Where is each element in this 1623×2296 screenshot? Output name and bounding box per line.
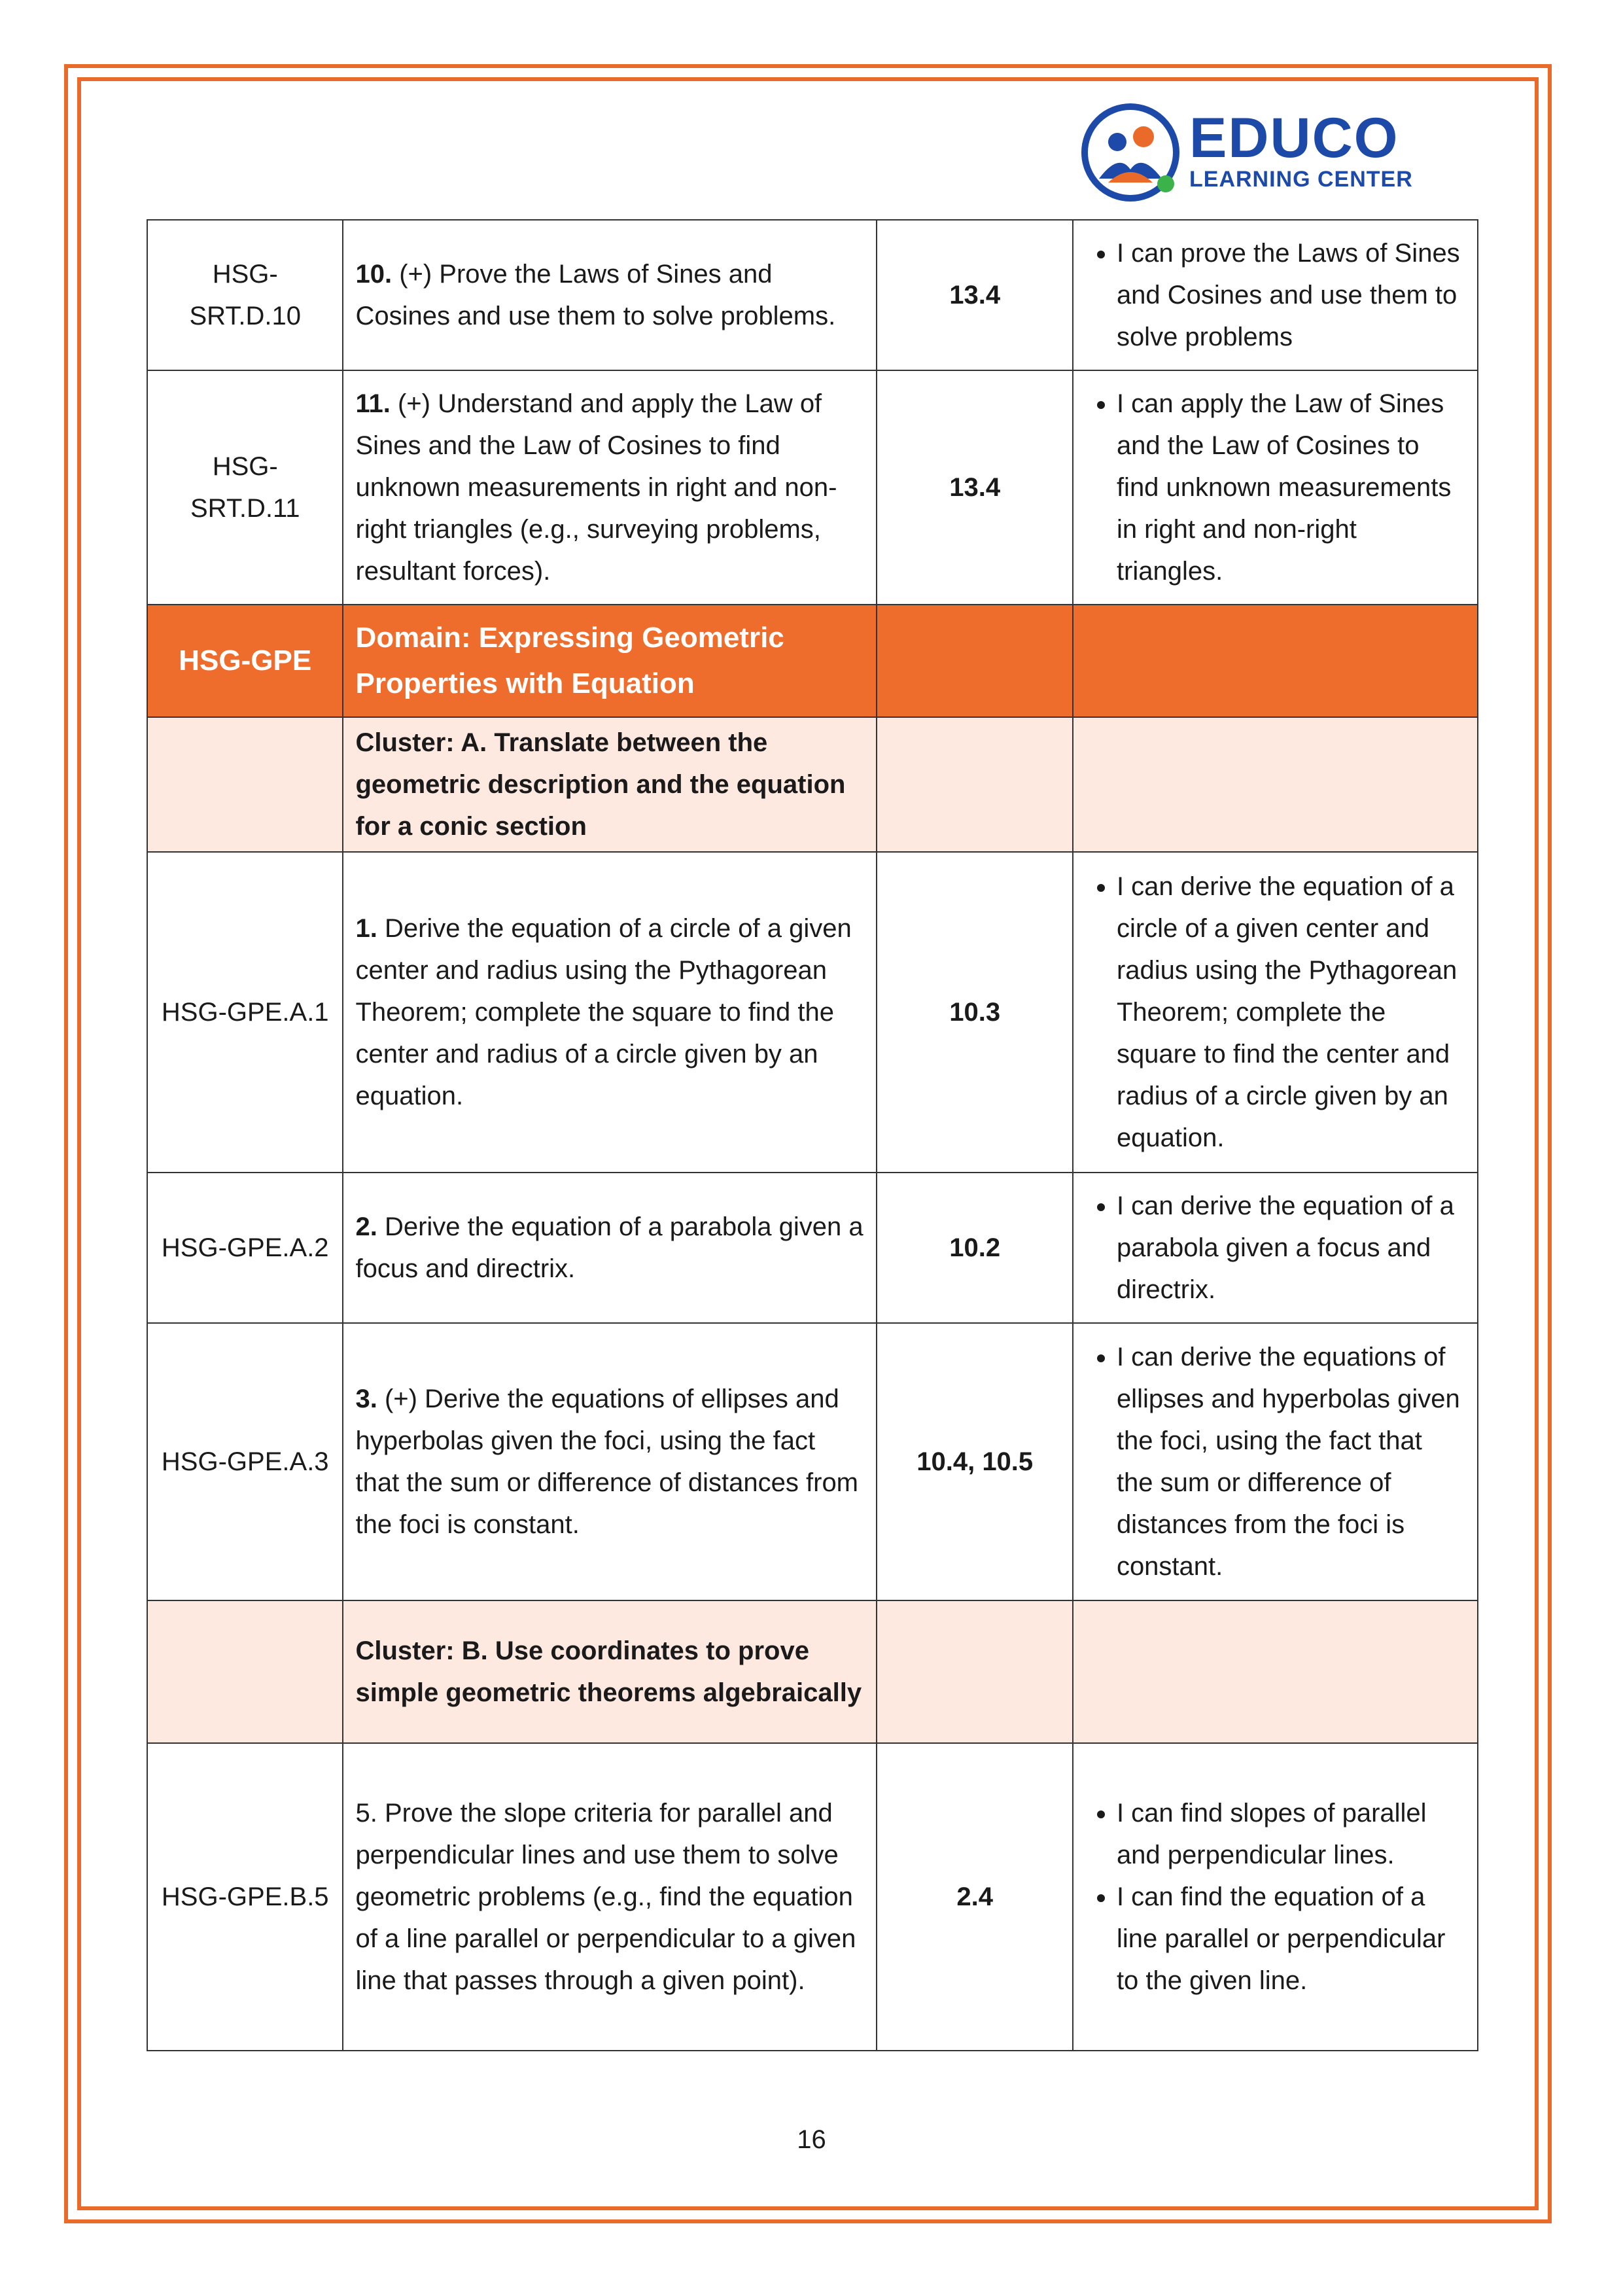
empty-cell — [1073, 1600, 1478, 1743]
table-row — [147, 220, 1478, 370]
cluster-title: Cluster: A. Translate between the geometric description and the equation for a conic section — [343, 717, 877, 852]
cluster-title: Cluster: B. Use coordinates to prove simple geometric theorems algebraically — [343, 1600, 877, 1743]
learning-goals — [1073, 220, 1478, 370]
goal-item: • I can derive the equation of a parabola given a focus and directrix. — [1117, 1185, 1465, 1311]
table-row — [147, 1173, 1478, 1323]
standard-code: HSG-SRT.D.10 — [147, 220, 343, 370]
domain-code: HSG-GPE — [147, 605, 343, 717]
standard-description: 1. Derive the equation of a circle of a given center and radius using the Pythagorean Theorem; complete the square to find the center and radius of a circle given by an equation. — [343, 852, 877, 1173]
standard-description: 3. (+) Derive the equations of ellipses and hyperbolas given the foci, using the fact that the sum or difference of distances from the foci is constant. — [343, 1323, 877, 1600]
standard-description: 5. Prove the slope criteria for parallel and perpendicular lines and use them to solve geometric problems (e.g., find the equation of a line parallel or perpendicular to a given line that passes through a given point). — [343, 1743, 877, 2051]
section-number: 10.3 — [877, 852, 1072, 1173]
standard-code: HSG-SRT.D.11 — [147, 370, 343, 605]
section-number: 13.4 — [877, 370, 1072, 605]
cluster-row — [147, 1600, 1478, 1743]
table-row — [147, 370, 1478, 605]
domain-title: Domain: Expressing Geometric Properties with Equation — [343, 605, 877, 717]
goal-item: • I can apply the Law of Sines and the Law of Cosines to find unknown measurements in right and non-right triangles. — [1117, 383, 1465, 592]
educo-logo-mark — [1079, 101, 1184, 206]
learning-goals — [1073, 1743, 1478, 2051]
empty-cell — [1073, 717, 1478, 852]
domain-row — [147, 605, 1478, 717]
goal-item: • I can find the equation of a line parallel or perpendicular to the given line. — [1117, 1876, 1465, 2002]
learning-goals — [1073, 1323, 1478, 1600]
section-number: 2.4 — [877, 1743, 1072, 2051]
logo-subtitle: LEARNING CENTER — [1189, 167, 1413, 192]
section-number: 10.4, 10.5 — [877, 1323, 1072, 1600]
empty-cell — [147, 1600, 343, 1743]
section-number: 10.2 — [877, 1173, 1072, 1323]
standard-code: HSG-GPE.A.2 — [147, 1173, 343, 1323]
standard-description: 11. (+) Understand and apply the Law of Sines and the Law of Cosines to find unknown measurements in right and non-right triangles (e.g., surveying problems, resultant forces). — [343, 370, 877, 605]
educo-logo — [1079, 101, 1420, 206]
empty-cell — [877, 717, 1072, 852]
goal-item: • I can prove the Laws of Sines and Cosines and use them to solve problems — [1117, 232, 1465, 358]
empty-cell — [1073, 605, 1478, 717]
table-row — [147, 1323, 1478, 1600]
learning-goals — [1073, 1173, 1478, 1323]
table-row — [147, 1743, 1478, 2051]
empty-cell — [877, 1600, 1072, 1743]
table-row — [147, 852, 1478, 1173]
section-number: 13.4 — [877, 220, 1072, 370]
empty-cell — [877, 605, 1072, 717]
standard-code: HSG-GPE.B.5 — [147, 1743, 343, 2051]
standard-code: HSG-GPE.A.1 — [147, 852, 343, 1173]
standards-table — [147, 219, 1478, 2051]
standard-description: 10. (+) Prove the Laws of Sines and Cosines and use them to solve problems. — [343, 220, 877, 370]
goal-item: • I can find slopes of parallel and perpendicular lines. — [1117, 1792, 1465, 1876]
standard-description: 2. Derive the equation of a parabola given a focus and directrix. — [343, 1173, 877, 1323]
goal-item: • I can derive the equation of a circle of a given center and radius using the Pythagorean Theorem; complete the square to find the center and radius of a circle given by an equation. — [1117, 866, 1465, 1159]
goal-item: • I can derive the equations of ellipses and hyperbolas given the foci, using the fact that the sum or difference of distances from the foci is constant. — [1117, 1336, 1465, 1587]
cluster-row — [147, 717, 1478, 852]
empty-cell — [147, 717, 343, 852]
standard-code: HSG-GPE.A.3 — [147, 1323, 343, 1600]
learning-goals — [1073, 370, 1478, 605]
page-number: 16 — [797, 2125, 826, 2154]
logo-name: EDUCO — [1189, 107, 1399, 169]
learning-goals — [1073, 852, 1478, 1173]
